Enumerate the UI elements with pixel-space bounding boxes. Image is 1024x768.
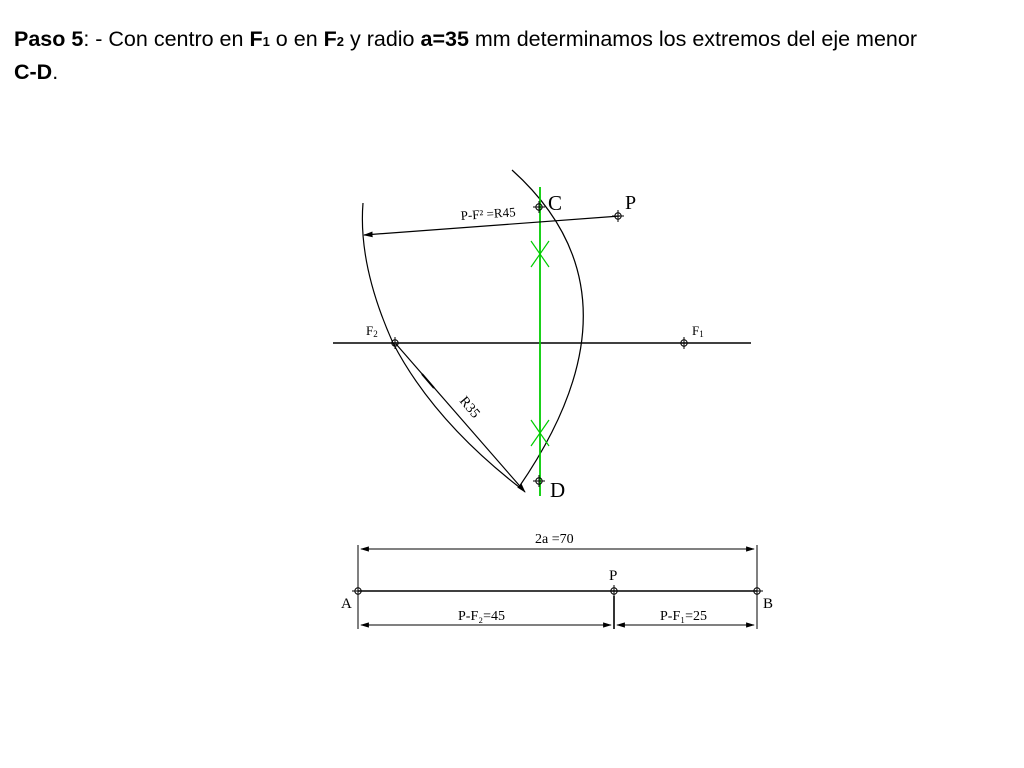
focus-f1-index: 1: [262, 34, 270, 49]
point-a-marker: [352, 585, 364, 597]
label-2a-70: 2a =70: [535, 532, 574, 547]
label-point-p-top: P: [625, 192, 637, 214]
label-focus-f1: [692, 323, 704, 339]
focus-f1-letter-diagram: F: [692, 323, 700, 338]
label-point-a: A: [341, 596, 352, 612]
focus-f2-letter: F: [323, 27, 337, 51]
step-label: Paso 5: [14, 27, 84, 51]
focus-f1-letter: F: [249, 27, 263, 51]
focus-f1-index-diagram: 1: [699, 329, 704, 339]
focus-f1-marker: [678, 337, 690, 349]
focus-f2-index: 2: [336, 34, 344, 49]
label-point-c: C: [548, 191, 563, 215]
caption-text-4: mm determinamos los extremos del eje menor: [468, 27, 917, 51]
point-b-marker: [751, 585, 763, 597]
arc-radius-pf2: [362, 203, 519, 487]
caption-end: .: [52, 60, 59, 84]
caption-text-2: o en: [269, 27, 324, 51]
caption-text-3: y radio: [344, 27, 421, 51]
label-pf2-45: P-F₂=45: [458, 609, 506, 624]
label-focus-f2: [366, 323, 378, 339]
label-dim-pf2-r45: P-F² =R45: [460, 204, 517, 223]
minor-axis-ref: C-D: [14, 60, 53, 84]
point-p-marker-top: [612, 210, 624, 222]
focus-f2-index-diagram: 2: [373, 329, 378, 339]
caption-text-1: : - Con centro en: [83, 27, 250, 51]
dim-line-r35: [396, 344, 525, 492]
radius-value: a=35: [420, 27, 469, 51]
arc-radius-pf1: [512, 170, 583, 487]
label-point-b: B: [763, 596, 774, 612]
point-p-marker-bottom: [608, 585, 620, 597]
label-radius-r35: R35: [455, 393, 483, 422]
focus-f2-letter-diagram: F: [366, 323, 374, 338]
r35-tick: [422, 374, 434, 388]
label-pf1-25: P-F₁=25: [660, 609, 708, 624]
label-point-d: D: [550, 478, 566, 502]
point-d-marker: [533, 475, 545, 487]
label-point-p-bottom: P: [609, 568, 618, 584]
